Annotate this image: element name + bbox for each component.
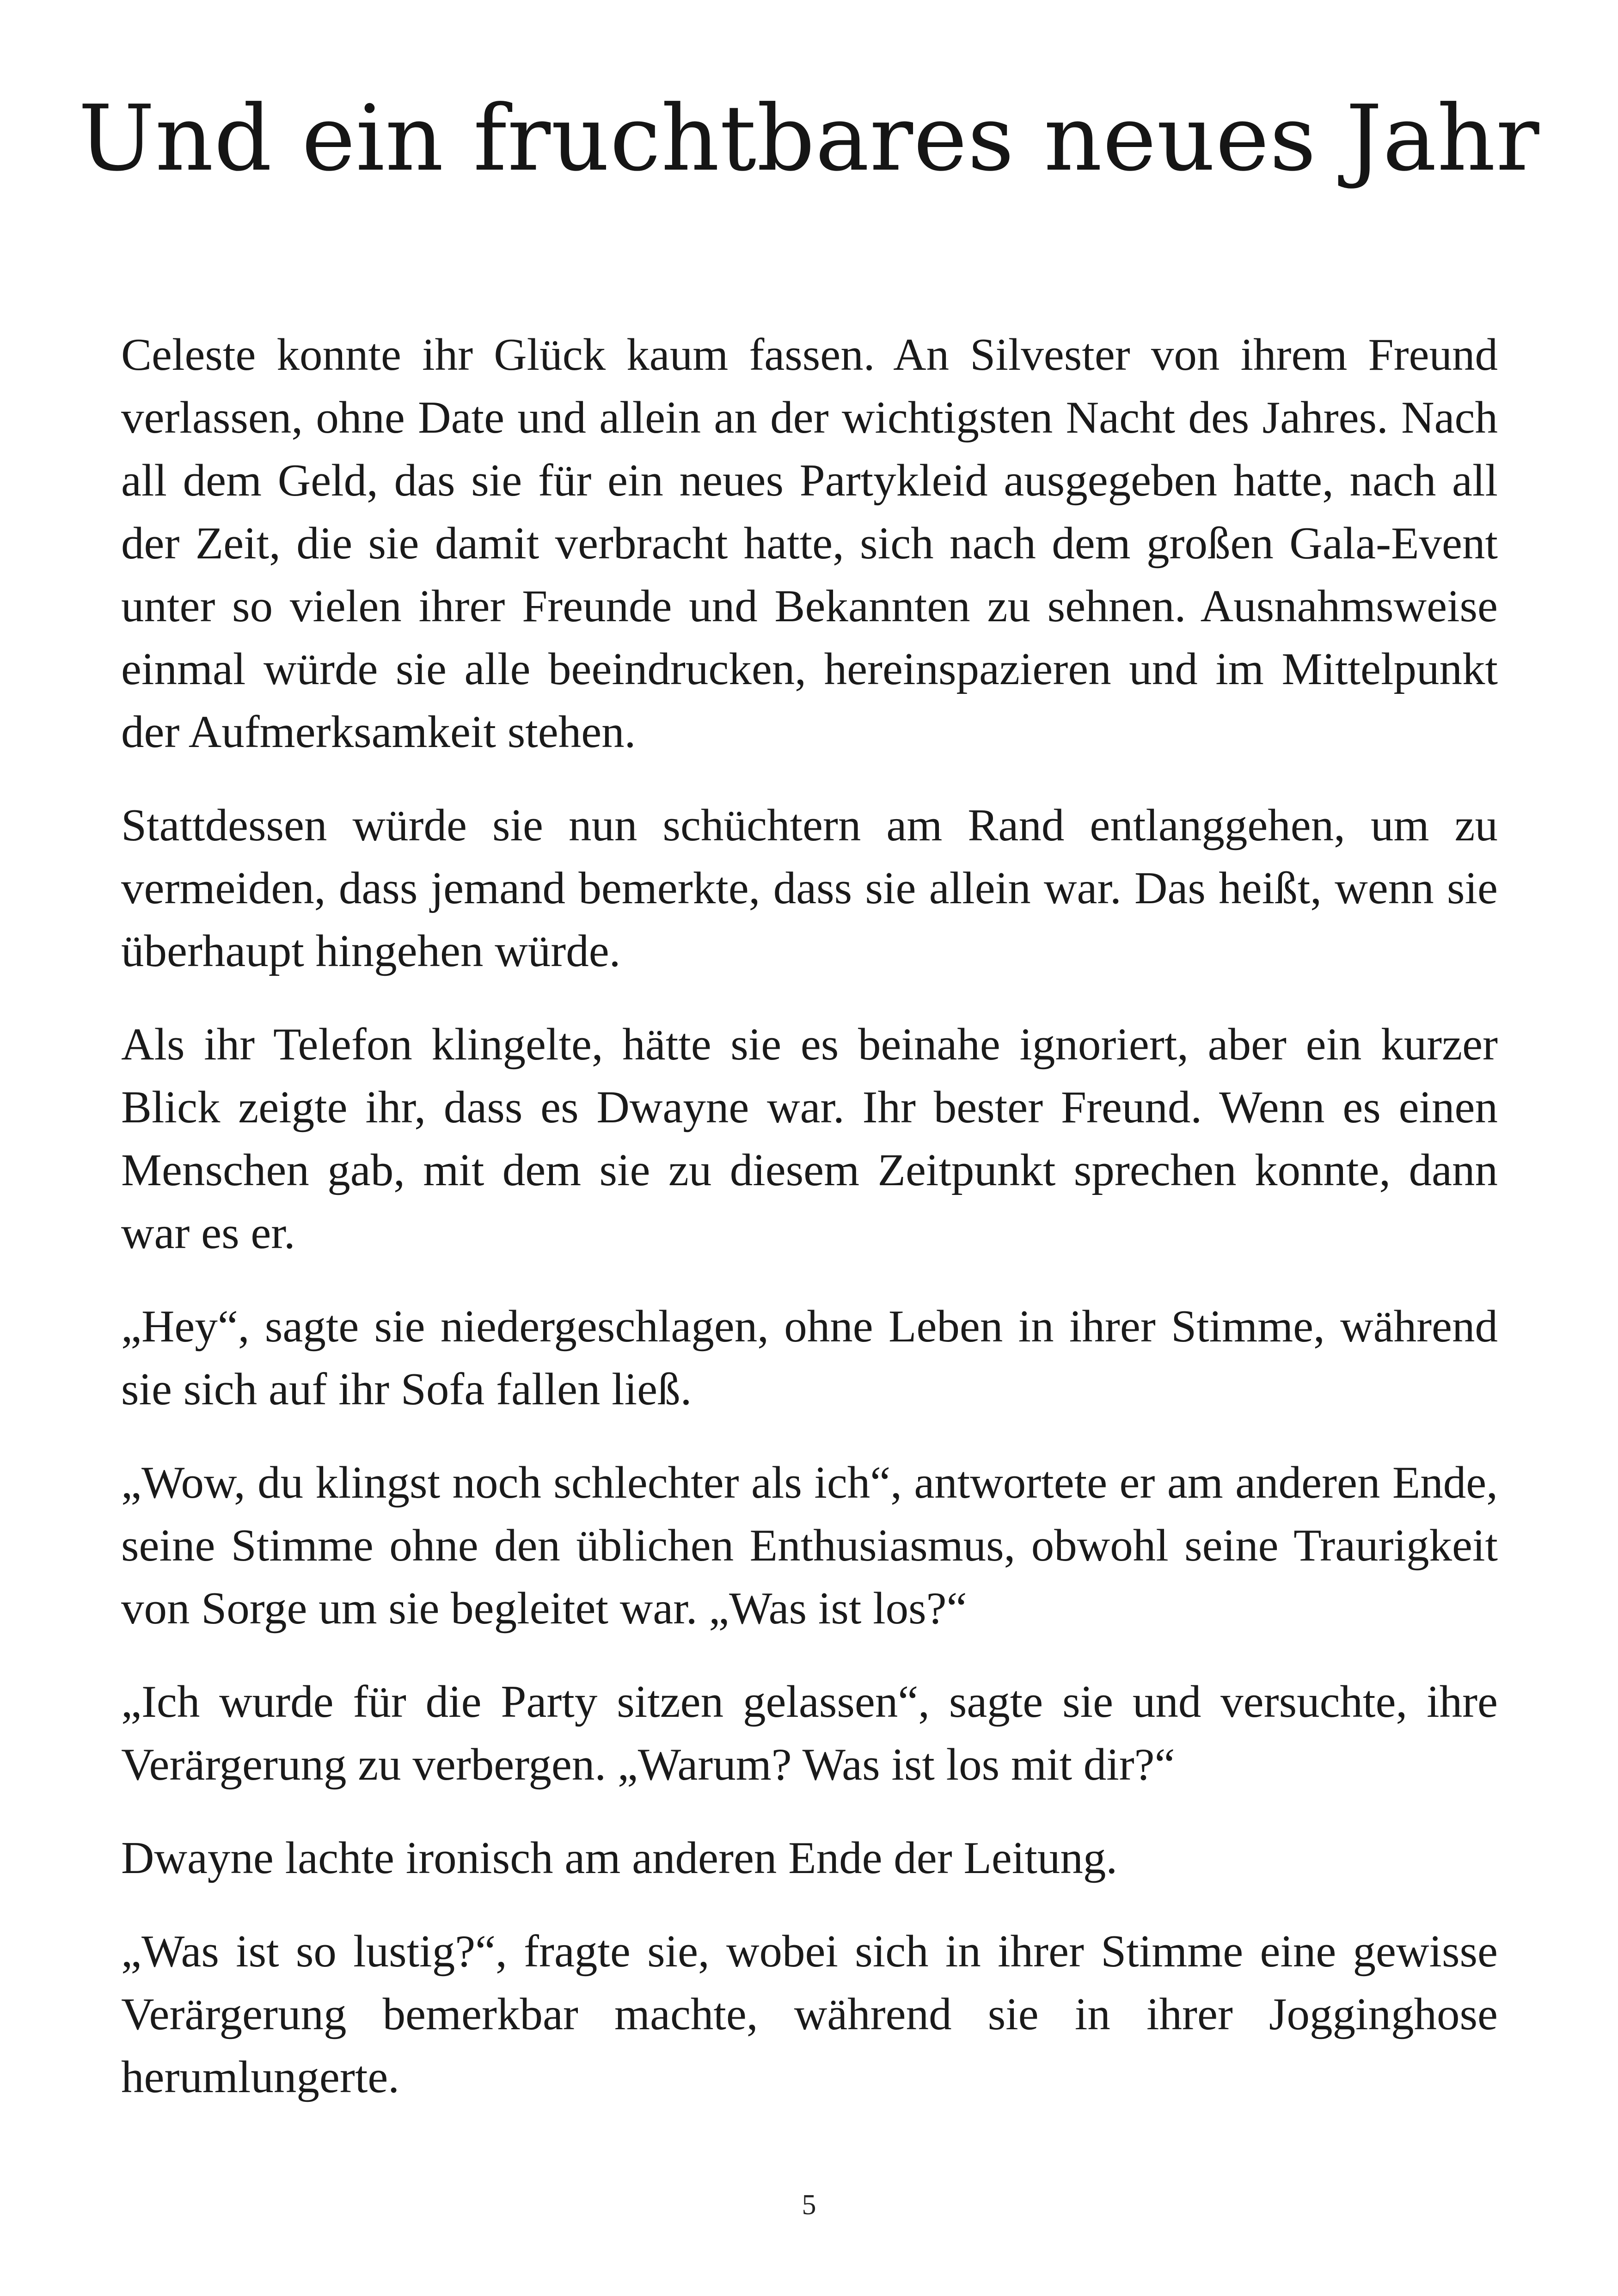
page-number: 5	[802, 2189, 816, 2221]
paragraph: Stattdessen würde sie nun schüchtern am Rand entlanggehen, um zu vermeiden, dass jemand bemerkte, dass sie allein war. Das heißt, wenn sie überhaupt hingehen würde.	[121, 800, 1498, 976]
paragraph: Als ihr Telefon klingelte, hätte sie es beinahe ignoriert, aber ein kurzer Blick zeigte ihr, dass es Dwayne war. Ihr bester Freund. Wenn es einen Menschen gab, mit dem sie zu diesem Zeitpunkt sprechen konnte, dann war es er.	[121, 1019, 1498, 1258]
paragraph: „Wow, du klingst noch schlechter als ich“, antwortete er am anderen Ende, seine Stimme ohne den üblichen Enthusiasmus, obwohl seine Traurigkeit von Sorge um sie begleitet war. „Was ist los?“	[121, 1457, 1498, 1634]
paragraph: Dwayne lachte ironisch am anderen Ende der Leitung.	[121, 1833, 1118, 1883]
paragraph: „Ich wurde für die Party sitzen gelassen“, sagte sie und versuchte, ihre Verärgerung zu verbergen. „Warum? Was ist los mit dir?“	[121, 1677, 1498, 1790]
paragraph: „Hey“, sagte sie niedergeschlagen, ohne Leben in ihrer Stimme, während sie sich auf ihr Sofa fallen ließ.	[121, 1301, 1498, 1414]
paragraph: „Was ist so lustig?“, fragte sie, wobei sich in ihrer Stimme eine gewisse Verärgerung bemerkbar machte, während sie in ihrer Jogginghose herumlungerte.	[121, 1926, 1498, 2102]
chapter-body	[121, 324, 1498, 2139]
paragraph: Celeste konnte ihr Glück kaum fassen. An Silvester von ihrem Freund verlassen, ohne Date und allein an der wichtigsten Nacht des Jahres. Nach all dem Geld, das sie für ein neues Partykleid ausgegeben hatte, nach all der Zeit, die sie damit verbracht hatte, sich nach dem großen Gala-Event unter so vielen ihrer Freunde und Bekannten zu sehnen. Ausnahmsweise einmal würde sie alle beeindrucken, hereinspazieren und im Mittelpunkt der Aufmerksamkeit stehen.	[121, 330, 1498, 757]
chapter-title: Und ein fruchtbares neues Jahr	[78, 86, 1540, 191]
